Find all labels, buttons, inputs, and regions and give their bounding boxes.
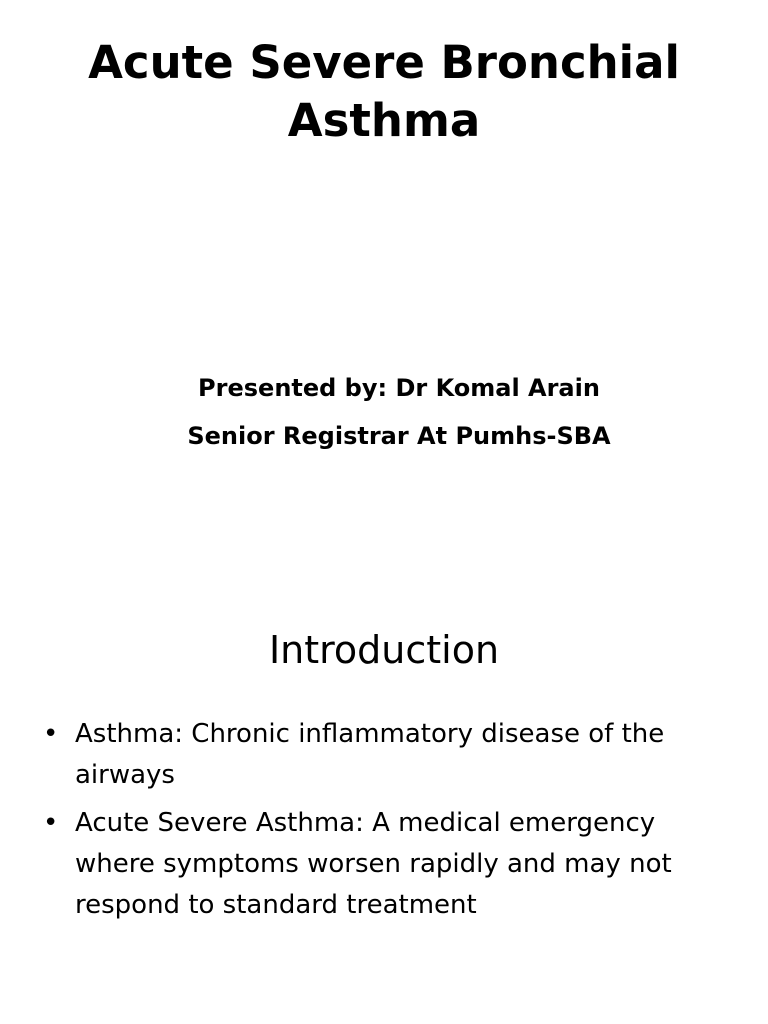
presenter-name: Presented by: Dr Komal Arain (198, 374, 600, 402)
presenter-info (0, 364, 768, 460)
bullet-icon: • (43, 808, 59, 838)
introduction-slide (0, 600, 768, 1024)
bullet-item (40, 803, 730, 926)
slide-title-line-2: Asthma (287, 94, 481, 147)
bullet-icon: • (43, 719, 59, 749)
slide-title-line-1: Acute Severe Bronchial (88, 36, 680, 89)
presenter-role: Senior Registrar At Pumhs-SBA (187, 422, 611, 450)
bullet-list (40, 714, 730, 933)
slide-heading: Introduction (268, 628, 500, 672)
bullet-item (40, 714, 730, 796)
bullet-text: Asthma: Chronic inflammatory disease of the airways (75, 719, 665, 790)
bullet-text: Acute Severe Asthma: A medical emergency where symptoms worsen rapidly and may not respond to standard treatment (75, 808, 672, 920)
slide-title (40, 34, 728, 150)
